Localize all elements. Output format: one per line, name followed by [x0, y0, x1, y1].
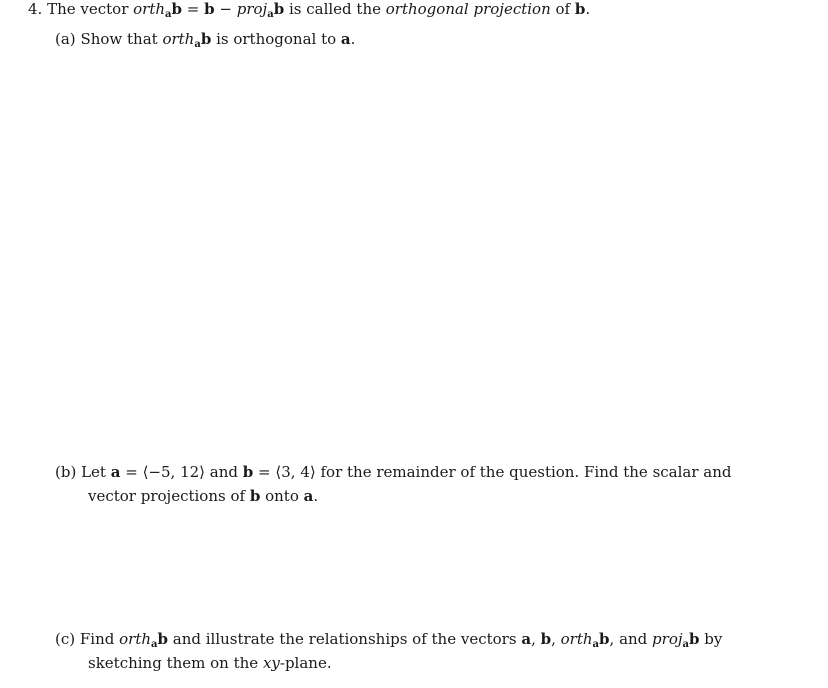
part-c-line-2: sketching them on the xy-plane. — [88, 654, 332, 672]
part-c-label: (c) — [55, 630, 76, 648]
problem-number: 4. — [28, 0, 43, 18]
vector-b-value: ⟨3, 4⟩ — [275, 463, 316, 481]
part-b-line-2: vector projections of b onto a. — [88, 487, 319, 505]
part-b-line-1: (b) Let a = ⟨−5, 12⟩ and b = ⟨3, 4⟩ for the remainder of the question. Find the scalar and — [55, 463, 732, 481]
part-a: (a) Show that orth$_a$b is orthogonal to a. — [55, 30, 356, 50]
vector-a-value: ⟨−5, 12⟩ — [142, 463, 206, 481]
part-a-label: (a) — [55, 30, 76, 48]
part-b-label: (b) — [55, 463, 77, 481]
part-c-line-1: (c) Find orth$_a$b and illustrate the relationships of the vectors a, b, orth$_a$b, and proj$_a$b by — [55, 630, 723, 650]
problem-statement: 4. The vector orth$_a$b = b − proj$_a$b is called the orthogonal projection of b. — [28, 0, 591, 20]
